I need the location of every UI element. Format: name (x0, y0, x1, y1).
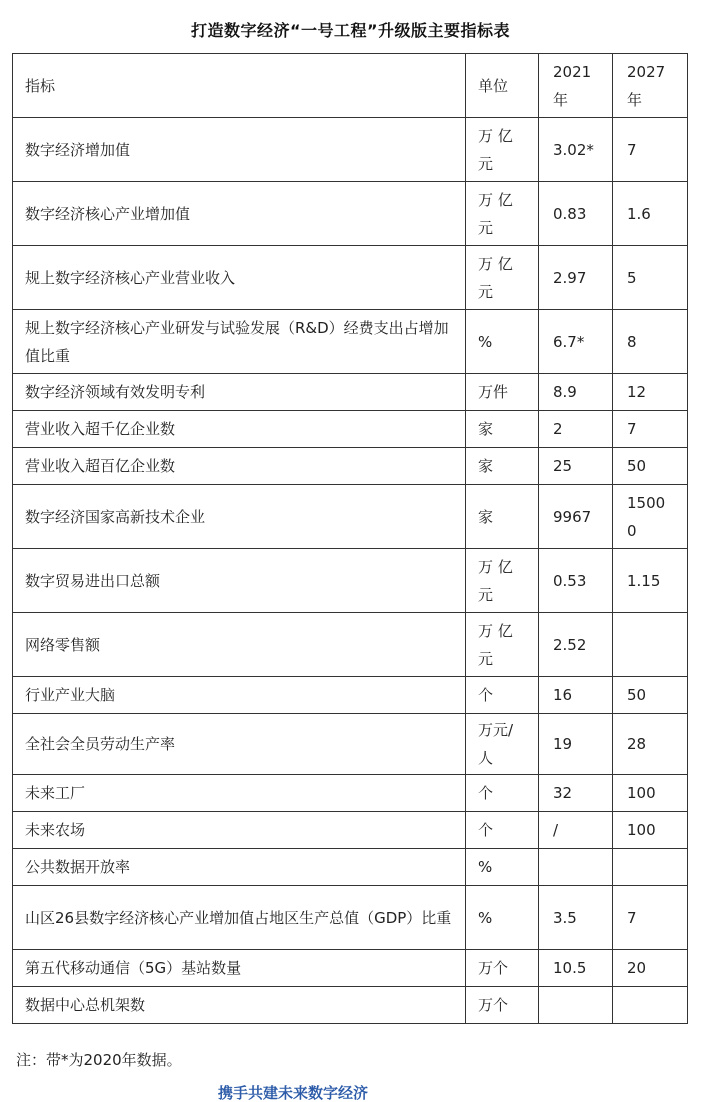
cell-indicator: 第五代移动通信（5G）基站数量 (13, 950, 466, 987)
cell-2027 (613, 849, 688, 886)
cell-2021: 2.52 (539, 613, 613, 677)
indicator-table (12, 53, 688, 1024)
cell-2021: 3.02* (539, 118, 613, 182)
table-row (13, 549, 688, 613)
cell-2027: 1.6 (613, 182, 688, 246)
cell-unit: 万 亿 元 (466, 613, 539, 677)
header-indicator: 指标 (13, 54, 466, 118)
cell-indicator: 数字经济核心产业增加值 (13, 182, 466, 246)
cell-indicator: 全社会全员劳动生产率 (13, 714, 466, 775)
cell-indicator: 规上数字经济核心产业营业收入 (13, 246, 466, 310)
cell-unit: 万 亿 元 (466, 182, 539, 246)
header-2027: 2027 年 (613, 54, 688, 118)
cell-indicator: 数字经济国家高新技术企业 (13, 485, 466, 549)
cell-indicator: 行业产业大脑 (13, 677, 466, 714)
cell-2021: 3.5 (539, 886, 613, 950)
cell-indicator: 数字经济领域有效发明专利 (13, 374, 466, 411)
cell-unit: 万个 (466, 950, 539, 987)
cell-2021: 6.7* (539, 310, 613, 374)
footnote: 注：带*为2020年数据。 (16, 1051, 182, 1069)
page-title: 打造数字经济“一号工程”升级版主要指标表 (190, 21, 511, 40)
cell-2021: 19 (539, 714, 613, 775)
cell-unit: % (466, 849, 539, 886)
cell-2027: 20 (613, 950, 688, 987)
table-row (13, 182, 688, 246)
table-row (13, 448, 688, 485)
table-row (13, 613, 688, 677)
cell-2021: 9967 (539, 485, 613, 549)
table-row (13, 950, 688, 987)
cell-indicator: 网络零售额 (13, 613, 466, 677)
table-row (13, 714, 688, 775)
cell-unit: 个 (466, 775, 539, 812)
cell-unit: 万 亿 元 (466, 549, 539, 613)
cell-indicator: 山区26县数字经济核心产业增加值占地区生产总值（GDP）比重 (13, 886, 466, 950)
cell-2027: 7 (613, 886, 688, 950)
cell-unit: 个 (466, 677, 539, 714)
cell-2027: 50 (613, 677, 688, 714)
cell-indicator: 规上数字经济核心产业研发与试验发展（R&D）经费支出占增加值比重 (13, 310, 466, 374)
cell-2021: / (539, 812, 613, 849)
cell-indicator: 数字经济增加值 (13, 118, 466, 182)
cell-unit: 家 (466, 448, 539, 485)
cell-2027: 5 (613, 246, 688, 310)
table-row (13, 246, 688, 310)
cell-2027: 1.15 (613, 549, 688, 613)
header-unit: 单位 (466, 54, 539, 118)
cell-2021: 0.83 (539, 182, 613, 246)
cell-unit: 万个 (466, 987, 539, 1024)
cell-2021 (539, 987, 613, 1024)
cell-2021: 10.5 (539, 950, 613, 987)
cell-2027: 12 (613, 374, 688, 411)
cell-2021: 8.9 (539, 374, 613, 411)
cell-2021 (539, 849, 613, 886)
table-row (13, 812, 688, 849)
cell-2027: 50 (613, 448, 688, 485)
cell-unit: % (466, 310, 539, 374)
table-row (13, 485, 688, 549)
table-row (13, 987, 688, 1024)
cell-2027: 7 (613, 118, 688, 182)
table-row (13, 886, 688, 950)
cell-unit: 万元/ 人 (466, 714, 539, 775)
table-row (13, 677, 688, 714)
header-2021: 2021 年 (539, 54, 613, 118)
cell-unit: 万 亿 元 (466, 118, 539, 182)
cell-indicator: 未来农场 (13, 812, 466, 849)
cell-2027: 7 (613, 411, 688, 448)
cell-indicator: 公共数据开放率 (13, 849, 466, 886)
cell-2021: 2 (539, 411, 613, 448)
cell-unit: 家 (466, 485, 539, 549)
cell-2021: 16 (539, 677, 613, 714)
cell-indicator: 营业收入超千亿企业数 (13, 411, 466, 448)
cell-2021: 2.97 (539, 246, 613, 310)
table-row (13, 849, 688, 886)
cell-indicator: 营业收入超百亿企业数 (13, 448, 466, 485)
cell-2021: 25 (539, 448, 613, 485)
cell-unit: % (466, 886, 539, 950)
table-row (13, 775, 688, 812)
cell-2021: 32 (539, 775, 613, 812)
table-row (13, 411, 688, 448)
cell-2027: 100 (613, 812, 688, 849)
table-row (13, 310, 688, 374)
cell-2027: 28 (613, 714, 688, 775)
table-body (13, 54, 688, 1024)
cell-2027: 100 (613, 775, 688, 812)
table-row (13, 118, 688, 182)
cell-indicator: 数字贸易进出口总额 (13, 549, 466, 613)
cell-unit: 万件 (466, 374, 539, 411)
cell-indicator: 数据中心总机架数 (13, 987, 466, 1024)
cell-unit: 家 (466, 411, 539, 448)
cell-2027 (613, 987, 688, 1024)
cell-2027 (613, 613, 688, 677)
cell-2027: 8 (613, 310, 688, 374)
cell-2027: 1500 0 (613, 485, 688, 549)
cell-2021: 0.53 (539, 549, 613, 613)
cell-unit: 个 (466, 812, 539, 849)
table-header-row (13, 54, 688, 118)
table-row (13, 374, 688, 411)
footer-link-partial[interactable]: 携手共建未来数字经济 (218, 1084, 369, 1102)
cell-unit: 万 亿 元 (466, 246, 539, 310)
cell-indicator: 未来工厂 (13, 775, 466, 812)
